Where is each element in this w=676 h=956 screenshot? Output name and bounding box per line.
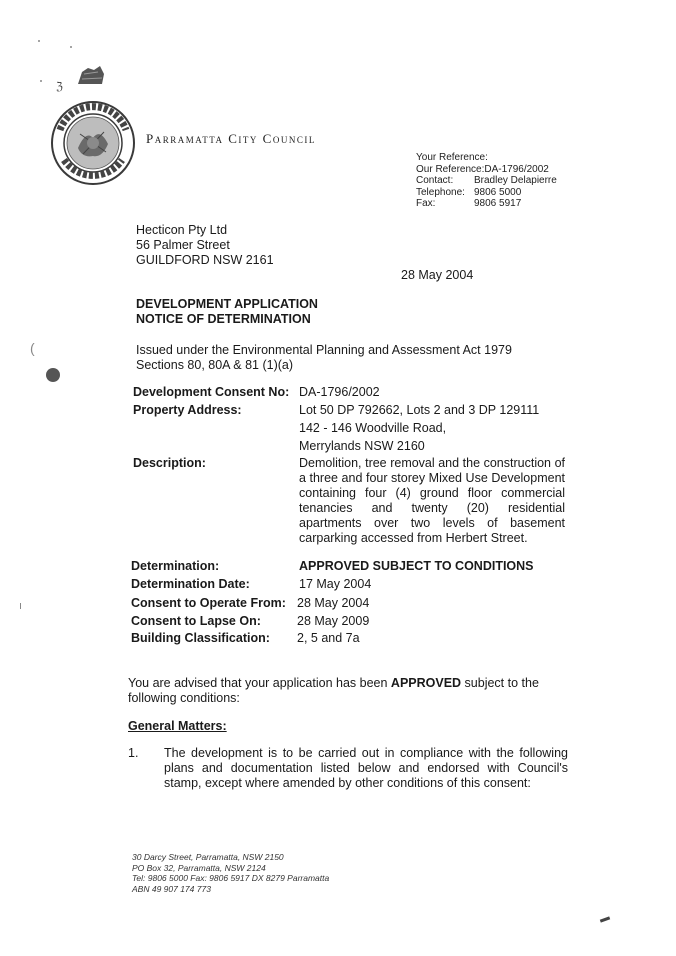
addressee-line: Hecticon Pty Ltd: [136, 223, 228, 237]
scan-mark-icon: [600, 916, 610, 922]
document-heading: [136, 297, 318, 327]
issued-line: Issued under the Environmental Planning and Assessment Act 1979: [136, 343, 512, 357]
consent-lapse-label: Consent to Lapse On:: [131, 614, 261, 628]
council-name: Parramatta City Council: [146, 131, 316, 146]
emblem-icon: ℨ: [56, 81, 63, 93]
contact-label: Contact:: [416, 175, 454, 186]
section-title: General Matters:: [128, 719, 227, 733]
condition-number: 1.: [128, 746, 139, 760]
fax-value: 9806 5917: [474, 198, 522, 209]
letter-date: 28 May 2004: [401, 268, 474, 282]
property-address-line: Merrylands NSW 2160: [299, 439, 425, 453]
addressee-line: GUILDFORD NSW 2161: [136, 253, 274, 267]
scan-speck: [38, 40, 40, 42]
determination-date-label: Determination Date:: [131, 577, 250, 591]
footer-line: 30 Darcy Street, Parramatta, NSW 2150: [132, 852, 284, 862]
heading-line: DEVELOPMENT APPLICATION: [136, 297, 318, 311]
footer-address: [132, 852, 329, 894]
property-address-line: Lot 50 DP 792662, Lots 2 and 3 DP 129111: [299, 403, 540, 417]
determination-value: APPROVED SUBJECT TO CONDITIONS: [299, 559, 534, 573]
fax-row: [416, 198, 557, 210]
telephone-value: 9806 5000: [474, 186, 522, 198]
scan-speck: [40, 80, 42, 82]
issued-under: [136, 343, 512, 373]
advice-paragraph: [128, 676, 568, 706]
advice-text: You are advised that your application has been: [128, 676, 391, 690]
issued-line: Sections 80, 80A & 81 (1)(a): [136, 358, 294, 372]
building-classification-value: 2, 5 and 7a: [297, 631, 360, 645]
emblem-icon: [74, 62, 108, 92]
council-seal-icon: [50, 100, 136, 186]
addressee-line: 56 Palmer Street: [136, 238, 230, 252]
advice-text: subject to the following conditions:: [128, 676, 539, 705]
punch-hole-mark: [46, 368, 60, 382]
our-reference: Our Reference:DA-1796/2002: [416, 163, 549, 175]
property-address-line: 142 - 146 Woodville Road,: [299, 421, 447, 435]
contact-row: [416, 175, 557, 187]
determination-date-value: 17 May 2004: [299, 577, 372, 591]
addressee-block: [136, 223, 274, 268]
scan-mark-icon: (: [30, 340, 35, 356]
telephone-label: Telephone:: [416, 186, 465, 198]
footer-line: ABN 49 907 174 773: [132, 883, 211, 894]
condition-text: The development is to be carried out in compliance with the following plans and documentation listed below and endorsed with Council's stamp, except where amended by other conditions of this consent:: [164, 746, 568, 790]
footer-line: PO Box 32, Parramatta, NSW 2124: [132, 862, 266, 873]
consent-operate-label: Consent to Operate From:: [131, 596, 286, 610]
scan-speck: [70, 46, 72, 48]
building-classification-label: Building Classification:: [131, 631, 270, 645]
determination-label: Determination:: [131, 559, 220, 573]
contact-value: Bradley Delapierre: [474, 175, 557, 186]
advice-approved: APPROVED: [390, 676, 462, 690]
description-label: Description:: [133, 456, 206, 470]
heading-line: NOTICE OF DETERMINATION: [136, 312, 311, 326]
fax-label: Fax:: [416, 198, 436, 209]
scan-speck: [20, 603, 21, 609]
consent-lapse-value: 28 May 2009: [297, 614, 370, 628]
consent-no-value: DA-1796/2002: [299, 385, 380, 399]
telephone-row: [416, 187, 557, 199]
reference-block: [416, 152, 557, 210]
your-reference: Your Reference:: [416, 152, 488, 163]
footer-line: Tel: 9806 5000 Fax: 9806 5917 DX 8279 Parramatta: [132, 873, 330, 883]
consent-no-label: Development Consent No:: [133, 385, 290, 399]
property-address-label: Property Address:: [133, 403, 242, 417]
description-value: Demolition, tree removal and the construction of a three and four storey Mixed Use Development containing four (4) ground floor commercial tenancies and twenty (20) residential apartments over two levels of basement carparking accessed from Herbert Street.: [299, 456, 565, 545]
consent-operate-value: 28 May 2004: [297, 596, 370, 610]
